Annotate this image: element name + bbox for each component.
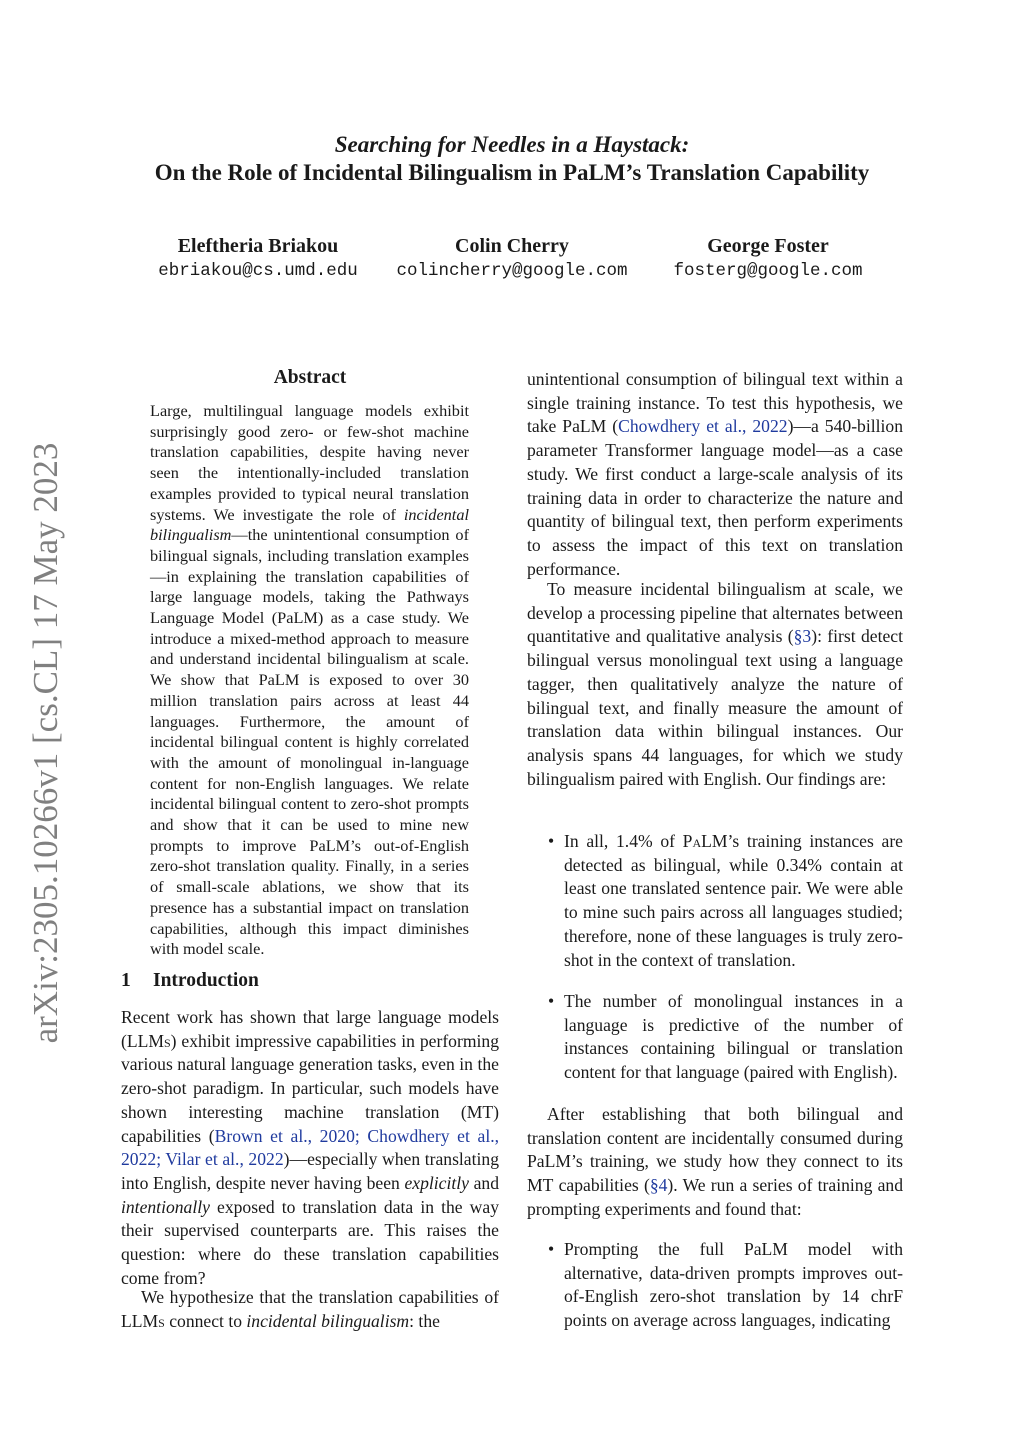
text: ) exhibit impressive capabilities in performing various natural language generation tasks, even in the zero-shot paradigm. In particular, such models have shown interesting machine translation (	[121, 1030, 499, 1122]
section-title: Introduction	[153, 970, 259, 991]
author-2	[362, 233, 662, 283]
emphasis: explicitly	[404, 1172, 469, 1193]
section-heading	[121, 970, 259, 992]
text: ) capabilities (	[121, 1101, 499, 1146]
author-3	[618, 233, 918, 283]
emphasis: intentionally	[121, 1196, 210, 1217]
text: We hypothesize that the translation capabilities of	[141, 1287, 499, 1307]
right-paragraph-2	[527, 578, 903, 791]
text: In all, 1.4% of	[564, 831, 683, 851]
bullet-text: Prompting the full PaLM model with alternative, data-driven prompts improves out-of-English zero-shot translation by 14 chrF points on average across languages, indicating	[564, 1239, 903, 1331]
emphasis: incidental bilingualism	[246, 1310, 410, 1331]
abbrev-llms: LLMs	[121, 1310, 165, 1331]
text: : the	[409, 1310, 440, 1331]
abstract-emphasis: incidental bilingualism	[150, 504, 469, 545]
arxiv-stamp: arXiv:2305.10266v1 [cs.CL] 17 May 2023	[26, 442, 65, 1044]
text: After establishing that both bilingual and translation content are incidentally consumed during PaLM’s training, we study how they connect to its	[527, 1104, 903, 1172]
text: capabilities (	[553, 1175, 650, 1196]
author-name: George Foster	[707, 235, 829, 257]
author-name: Colin Cherry	[455, 235, 569, 257]
abbrev-mt: MT	[466, 1101, 494, 1122]
section-number: 1	[121, 970, 131, 991]
intro-paragraph-1	[121, 1006, 499, 1290]
citation-link[interactable]: Brown et al., 2020; Chowdhery et al., 2022; Vilar et al., 2022	[121, 1125, 500, 1170]
text: and	[468, 1172, 499, 1193]
text: unintentional consumption of bilingual text within a single training instance. To test this hypothesis, we take PaLM (	[527, 369, 903, 437]
right-paragraph-1	[527, 368, 903, 581]
text: ): first detect bilingual versus monolingual text using a language tagger, then qualitatively analyze the nature of bilingual text, and finally measure the amount of translation data within bilingual instances. Our analysis spans 44 languages, for which we study bilingualism paired with English. Our findings are:	[527, 626, 903, 789]
text: )—especially when translating into English, despite never having been	[121, 1149, 499, 1193]
bullet-text	[564, 830, 903, 972]
bullet-dot-icon: •	[548, 1239, 555, 1259]
intro-paragraph-2	[121, 1286, 499, 1333]
author-name: Eleftheria Briakou	[177, 235, 339, 257]
text: exposed to translation data in the way their supervised counterparts are. This raises the question: where do these translation capabilities come from?	[121, 1196, 499, 1288]
bullet-text: The number of monolingual instances in a language is predictive of the number of instances containing bilingual or translation content for that language (paired with English).	[564, 991, 903, 1083]
text: Recent work has shown that large language models (	[121, 1007, 499, 1051]
bullet-dot-icon: •	[548, 991, 555, 1011]
bullet-dot-icon: •	[548, 831, 555, 851]
abstract-text: —the unintentional consumption of bilingual signals, including translation examples—in explaining the translation capabilities of large language models, taking the Pathways Language Model (PaLM) as a case study. We introduce a mixed-method approach to measure and understand incidental bilingualism at scale. We show that PaLM is exposed to over 30 million translation pairs across at least 44 languages. Furthermore, the amount of incidental bilingual content is highly correlated with the amount of monolingual in-language content for non-English languages. We relate incidental bilingual content to zero-shot prompts and show that it can be used to mine new prompts to improve PaLM’s out-of-English zero-shot translation quality. Finally, in a series of small-scale ablations, we show that its presence has a substantial impact on translation capabilities, although this impact diminishes with model scale.	[150, 525, 469, 959]
abstract-body	[150, 401, 469, 960]
abbrev-mt: MT	[527, 1175, 554, 1196]
author-email: fosterg@google.com	[673, 261, 863, 281]
section-ref-link[interactable]: §3	[793, 626, 812, 647]
right-paragraph-3	[527, 1103, 903, 1222]
text: To measure incidental bilingualism at scale, we develop a processing pipeline that alternates between quantitative and qualitative analysis (	[527, 579, 903, 647]
abstract-text: Large, multilingual language models exhibit surprisingly good zero- or few-shot machine translation capabilities, despite having never seen the intentionally-included translation examples provided to typical neural translation systems. We investigate the role of	[150, 401, 469, 524]
paper-title-line-1: Searching for Needles in a Haystack:	[334, 132, 690, 157]
section-ref-link[interactable]: §4	[649, 1175, 668, 1196]
abstract-heading: Abstract	[273, 367, 347, 388]
abbrev-llms: LLMs	[126, 1030, 171, 1051]
citation-link[interactable]: Chowdhery et al., 2022	[618, 416, 788, 437]
text: ). We run a series of training and prompting experiments and found that:	[527, 1175, 903, 1219]
text: ’s training instances are detected as bilingual, while 0.34% contain at least one translated sentence pair. We were able to mine such pairs across all languages studied; therefore, none of these languages is truly zero-shot in the context of translation.	[564, 831, 903, 970]
paper-title-line-2: On the Role of Incidental Bilingualism in PaLM’s Translation Capability	[154, 160, 870, 185]
small-caps-palm: PaLM	[682, 831, 728, 851]
text: )—a 540-billion parameter Transformer language model—as a case study. We first conduct a large-scale analysis of its training data in order to characterize the nature and quantity of bilingual text, then perform experiments to assess the impact of this text on translation performance.	[527, 416, 904, 579]
text: connect to	[164, 1310, 247, 1331]
author-email: colincherry@google.com	[396, 261, 628, 281]
author-email: ebriakou@cs.umd.edu	[158, 261, 358, 281]
